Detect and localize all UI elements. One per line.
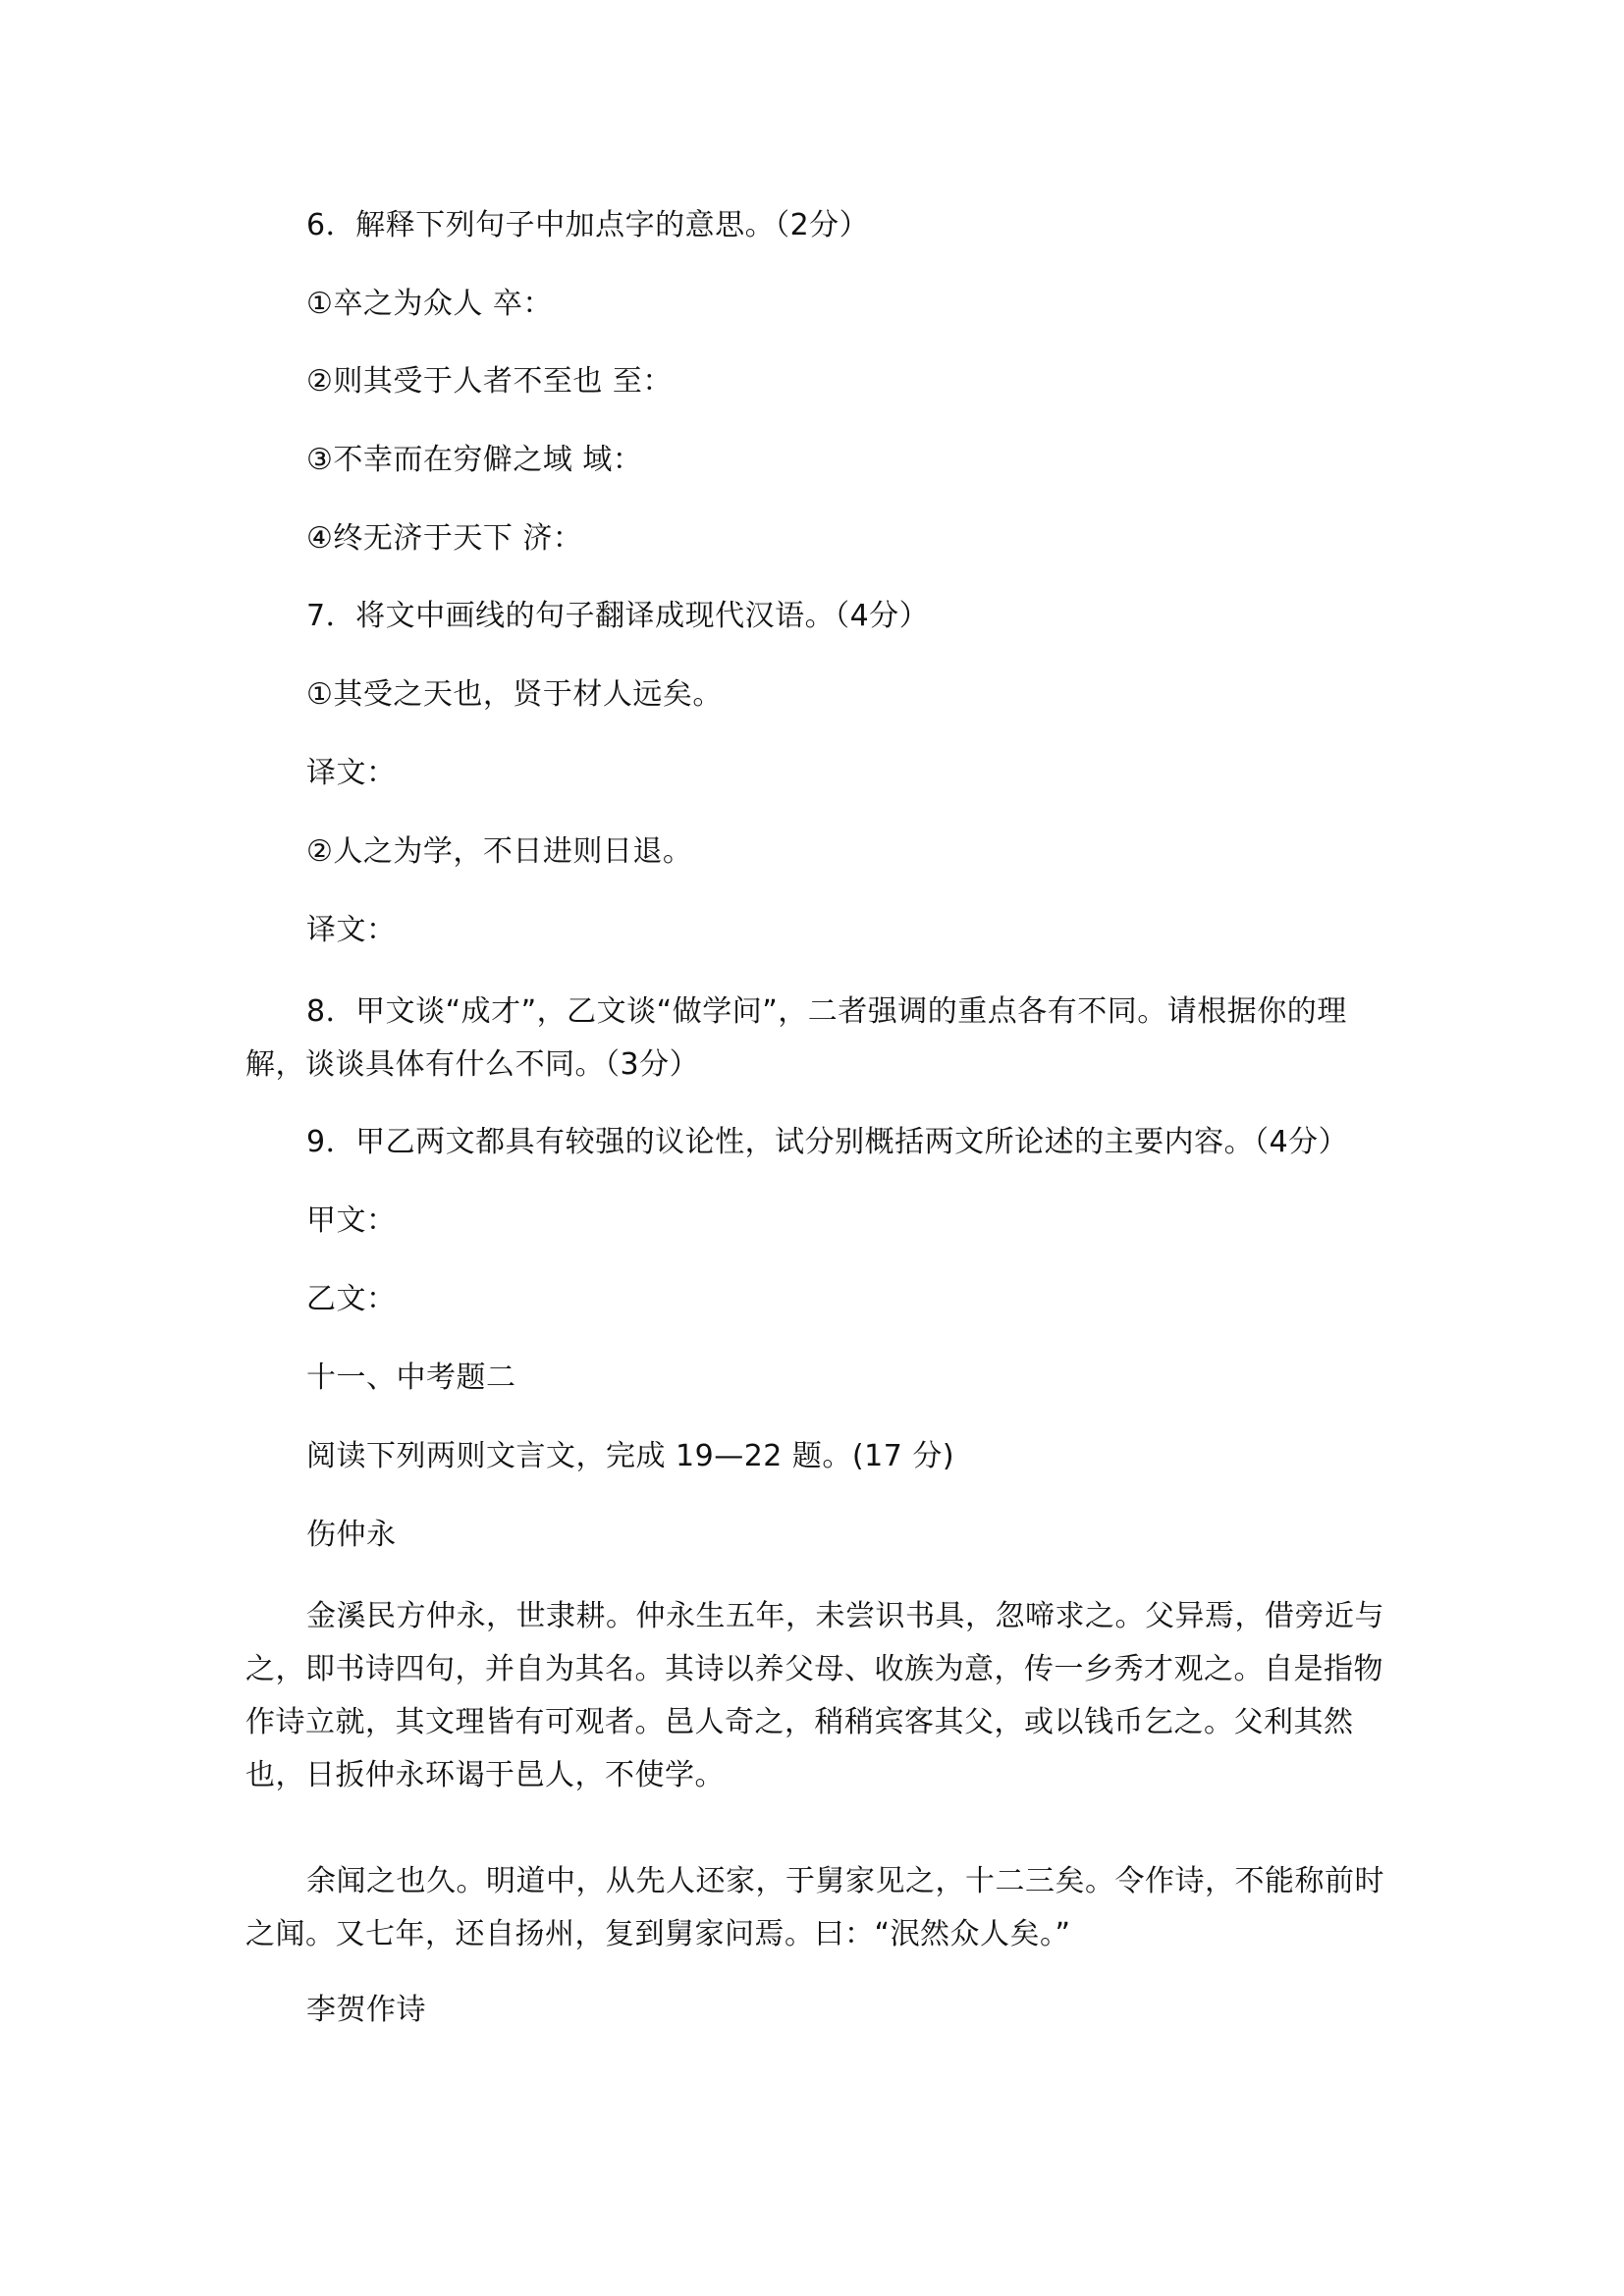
q7-translation-1: 译文： — [306, 756, 397, 790]
q9-title: 9．甲乙两文都具有较强的议论性，试分别概括两文所论述的主要内容。（4分） — [306, 1125, 1349, 1159]
q6-item-1: ①卒之为众人 卒： — [306, 287, 553, 321]
section-instruction: 阅读下列两则文言文，完成 19—22 题。(17 分) — [306, 1439, 955, 1473]
q8-text: 8．甲文谈“成才”，乙文谈“做学问”，二者强调的重点各有不同。请根据你的理解，谈谈具体有什么不同。（3分） — [245, 994, 1347, 1082]
passage-2-title: 李贺作诗 — [306, 1993, 426, 2027]
q7-title: 7．将文中画线的句子翻译成现代汉语。（4分） — [306, 599, 930, 633]
passage-1-para-1: 金溪民方仲永，世隶耕。仲永生五年，未尝识书具，忽啼求之。父异焉，借旁近与之，即书诗四句，并自为其名。其诗以养父母、收族为意，传一乡秀才观之。自是指物作诗立就，其文理皆有可观者。邑人奇之，稍稍宾客其父，或以钱币乞之。父利其然也，日扳仲永环谒于邑人，不使学。 — [245, 1599, 1384, 1792]
q7-translation-2: 译文： — [306, 913, 397, 947]
q6-item-3: ③不幸而在穷僻之域 域： — [306, 443, 643, 477]
q9-answer-jia: 甲文： — [306, 1203, 397, 1238]
q7-sentence-2: ②人之为学，不日进则日退。 — [306, 834, 693, 869]
passage-1-title: 伤仲永 — [306, 1518, 397, 1552]
q6-title: 6．解释下列句子中加点字的意思。（2分） — [306, 208, 870, 242]
section-heading: 十一、中考题二 — [306, 1361, 516, 1395]
q7-sentence-1: ①其受之天也，贤于材人远矣。 — [306, 677, 723, 712]
passage-1-para-2: 余闻之也久。明道中，从先人还家，于舅家见之，十二三矣。令作诗，不能称前时之闻。又七年，还自扬州，复到舅家问焉。曰：“泯然众人矣。” — [245, 1864, 1384, 1951]
q9-answer-yi: 乙文： — [306, 1282, 397, 1316]
q6-item-2: ②则其受于人者不至也 至： — [306, 364, 673, 399]
q6-item-4: ④终无济于天下 济： — [306, 521, 583, 556]
